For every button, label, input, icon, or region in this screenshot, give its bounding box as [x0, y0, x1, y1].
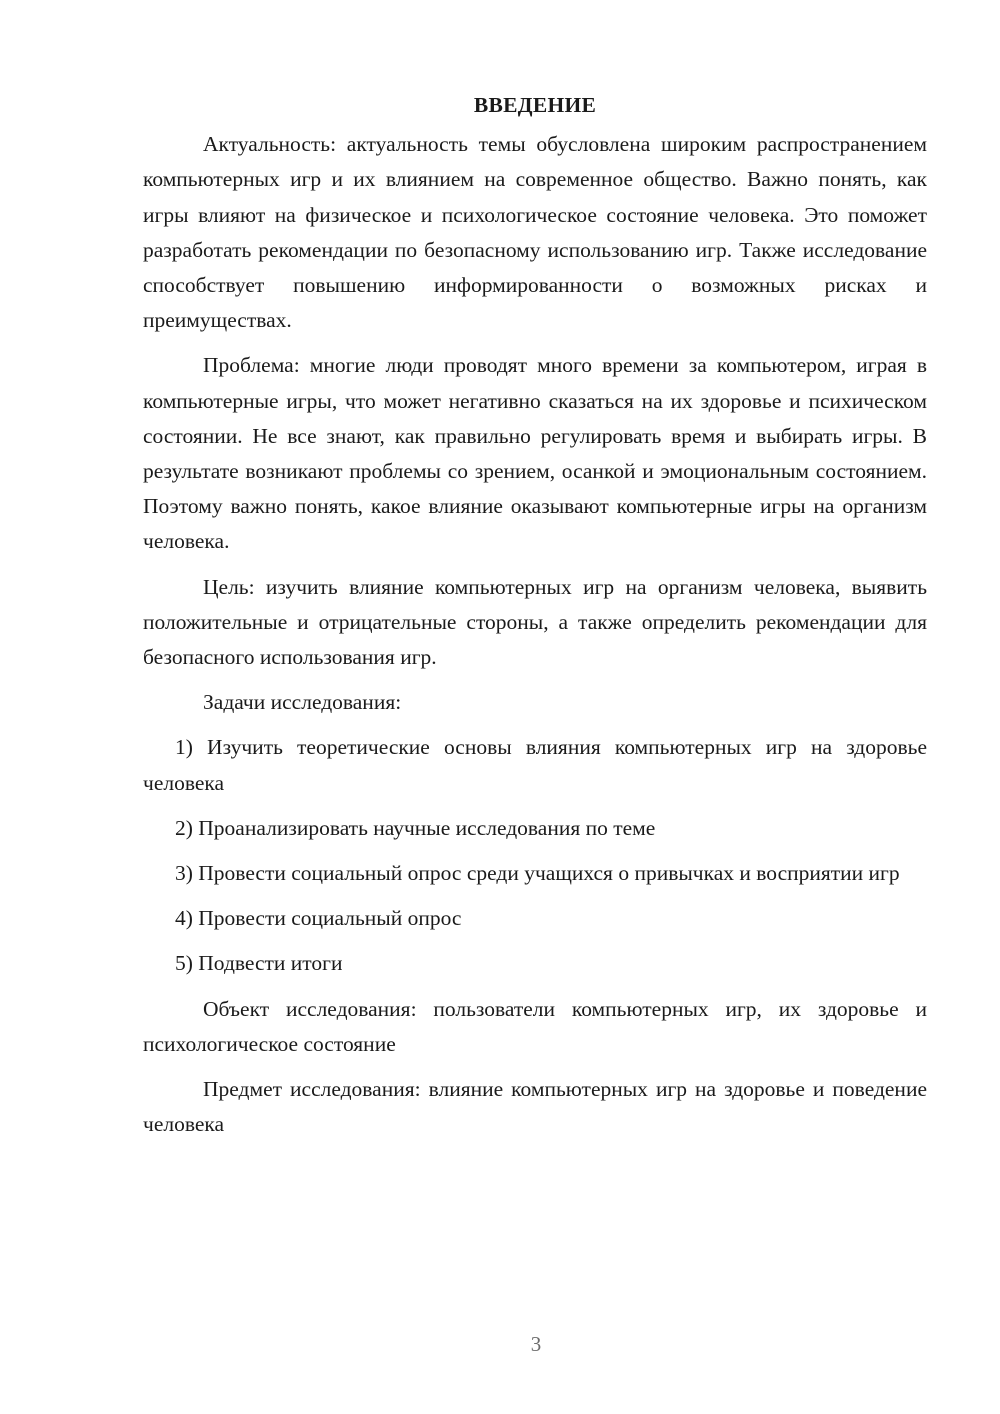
task-item-5: 5) Подвести итоги	[175, 951, 343, 976]
page-number: 3	[530, 1332, 542, 1356]
section-title: ВВЕДЕНИЕ	[473, 93, 597, 117]
paragraph-goal: Цель: изучить влияние компьютерных игр на организм человека, выявить положительные и отрицательные стороны, а также определить рекомендации для безопасного использования игр.	[143, 574, 927, 670]
paragraph-subject: Предмет исследования: влияние компьютерных игр на здоровье и поведение человека	[143, 1077, 927, 1137]
task-item-3: 3) Провести социальный опрос среди учащихся о привычках и восприятии игр	[175, 861, 900, 886]
paragraph-object: Объект исследования: пользователи компьютерных игр, их здоровье и психологическое состояние	[143, 996, 927, 1056]
task-item-4: 4) Провести социальный опрос	[175, 906, 462, 931]
task-item-2: 2) Проанализировать научные исследования по теме	[175, 815, 656, 840]
task-item-1: 1) Изучить теоретические основы влияния компьютерных игр на здоровье человека	[143, 735, 927, 795]
paragraph-problem: Проблема: многие люди проводят много времени за компьютером, играя в компьютерные игры, что может негативно сказаться на их здоровье и психическом состоянии. Не все знают, как правильно регулировать время и выбирать игры. В результате возникают проблемы со зрением, осанкой и эмоциональным состоянием. Поэтому важно понять, какое влияние оказывают компьютерные игры на организм человека.	[143, 353, 927, 554]
paragraph-relevance: Актуальность: актуальность темы обусловлена широким распространением компьютерных игр и их влиянием на современное общество. Важно понять, как игры влияют на физическое и психологическое состояние человека. Это поможет разработать рекомендации по безопасному использованию игр. Также исследование способствует повышению информированности о возможных рисках и преимуществах.	[143, 132, 927, 333]
paragraph-tasks-heading: Задачи исследования:	[203, 690, 402, 715]
page-content	[143, 88, 927, 1152]
